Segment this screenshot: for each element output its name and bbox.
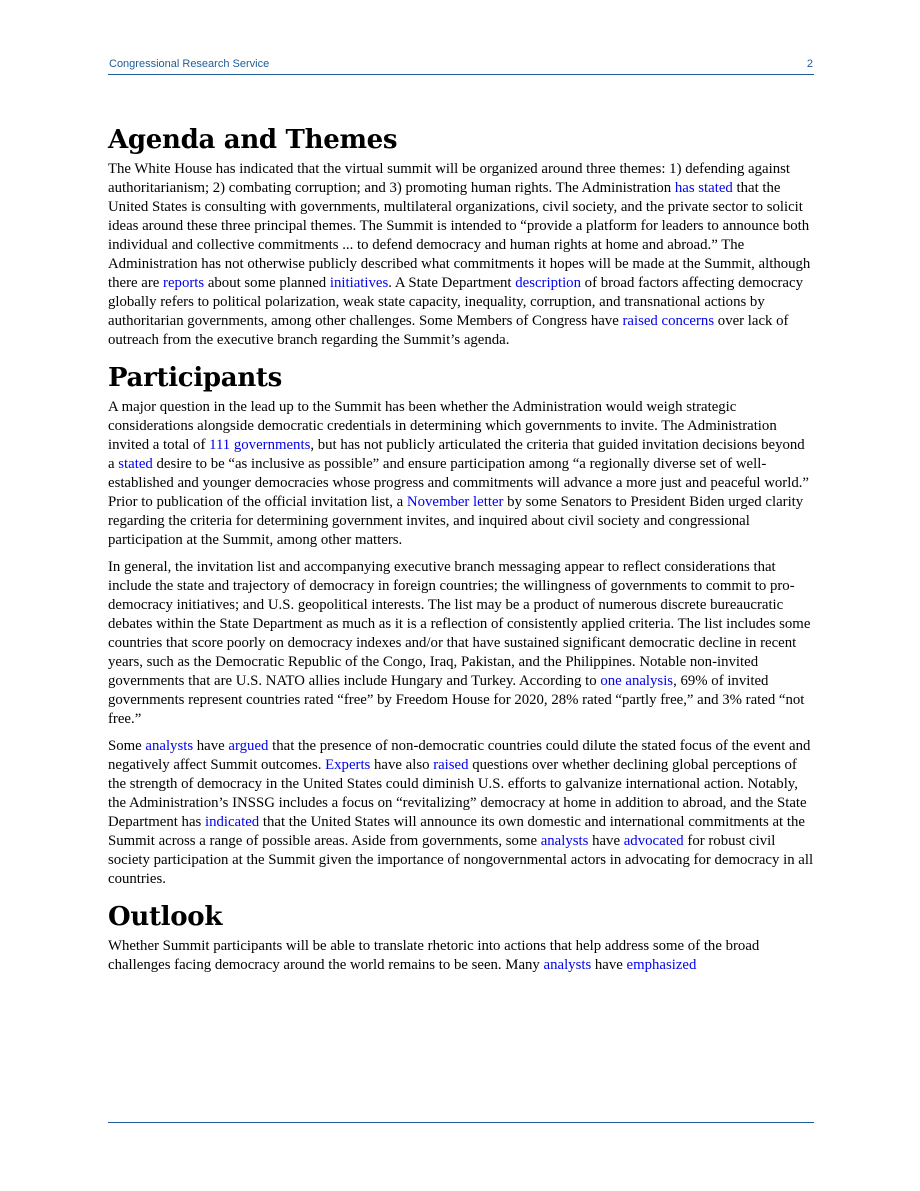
- link-analysts-3[interactable]: analysts: [543, 957, 592, 973]
- participants-paragraph-1: A major question in the lead up to the Summit has been whether the Administration would weigh strategic considerations alongside democratic credentials in determining which governments to invite. The Administration invited a total of 111 governments, but has not publicly articulated the criteria that guided invitation decisions beyond a stated desire to be “as inclusive as possible” and ensure participation among “a regionally diverse set of well-established and younger democracies whose progress and commitments will advance a more just and peaceful world.” Prior to publication of the official invitation list, a November letter by some Senators to President Biden urged clarity regarding the criteria for determining government invites, and inquired about civil society and congressional participation at the Summit, among other matters.: [108, 399, 809, 548]
- participants-paragraph-2: In general, the invitation list and accompanying executive branch messaging appear to reflect considerations that include the state and trajectory of democracy in foreign countries; the willingness of governments to commit to pro-democracy initiatives; and U.S. geopolitical interests. The list may be a product of numerous discrete bureaucratic debates within the State Department as much as it is a reflection of consistently applied criteria. The list includes some countries that score poorly on democracy indexes and/or that have sustained significant democratic decline in recent years, such as the Democratic Republic of the Congo, Iraq, Pakistan, and the Philippines. Notable non-invited governments that are U.S. NATO allies include Hungary and Turkey. According to one analysis, 69% of invited governments represent countries rated “free” by Freedom House for 2020, 28% rated “partly free,” and 3% rated “not free.”: [108, 559, 811, 727]
- page-header: [108, 55, 814, 75]
- section-heading-agenda: Agenda and Themes: [108, 125, 398, 155]
- link-description[interactable]: description: [515, 275, 581, 291]
- link-analysts-1[interactable]: analysts: [145, 738, 194, 754]
- header-source: Congressional Research Service: [109, 58, 270, 70]
- link-initiatives[interactable]: initiatives: [329, 275, 389, 291]
- link-indicated[interactable]: indicated: [204, 814, 260, 830]
- participants-paragraph-3: Some analysts have argued that the presence of non-democratic countries could dilute the stated focus of the event and negatively affect Summit outcomes. Experts have also raised questions over whether declining global perceptions of the strength of democracy in the United States could diminish U.S. efforts to galvanize international action. Notably, the Administration’s INSSG includes a focus on “revitalizing” democracy at home in addition to abroad, and the State Department has indicated that the United States will announce its own domestic and international commitments at the Summit across a range of possible areas. Aside from governments, some analysts have advocated for robust civil society participation at the Summit given the importance of nongovernmental actors in advocating for democracy in all countries.: [108, 738, 814, 887]
- main-content: [108, 120, 814, 983]
- section-heading-participants: Participants: [108, 363, 282, 393]
- link-stated[interactable]: stated: [118, 456, 153, 472]
- outlook-paragraph: Whether Summit participants will be able to translate rhetoric into actions that help address some of the broad challenges facing democracy around the world remains to be seen. Many analysts have emphasized: [108, 938, 760, 973]
- link-emphasized[interactable]: emphasized: [626, 957, 697, 973]
- agenda-paragraph: The White House has indicated that the virtual summit will be organized around three themes: 1) defending against authoritarianism; 2) combating corruption; and 3) promoting human rights. The Administration has stated that the United States is consulting with governments, multilateral organizations, civil society, and the private sector to solicit ideas around these three principal themes. The Summit is intended to “provide a platform for leaders to announce both individual and collective commitments ... to defend democracy and human rights at home and abroad.” The Administration has not otherwise publicly described what commitments it hopes will be made at the Summit, although there are reports about some planned initiatives. A State Department description of broad factors affecting democracy globally refers to political polarization, weak state capacity, inequality, corruption, and transnational actions by authoritarian governments, among other challenges. Some Members of Congress have raised concerns over lack of outreach from the executive branch regarding the Summit’s agenda.: [108, 161, 811, 348]
- header-page-number: 2: [806, 58, 813, 70]
- section-heading-outlook: Outlook: [108, 902, 223, 932]
- link-reports[interactable]: reports: [163, 275, 205, 291]
- link-raised[interactable]: raised: [433, 757, 469, 773]
- link-111-governments[interactable]: 111 governments: [209, 437, 311, 453]
- link-analysts-2[interactable]: analysts: [540, 833, 589, 849]
- link-experts[interactable]: Experts: [325, 757, 371, 773]
- link-one-analysis[interactable]: one analysis: [600, 673, 674, 689]
- footer-rule: [108, 1122, 814, 1123]
- link-raised-concerns[interactable]: raised concerns: [622, 313, 715, 329]
- link-argued[interactable]: argued: [228, 738, 269, 754]
- link-advocated[interactable]: advocated: [623, 833, 684, 849]
- link-has-stated[interactable]: has stated: [674, 180, 733, 196]
- link-november-letter[interactable]: November letter: [406, 494, 504, 510]
